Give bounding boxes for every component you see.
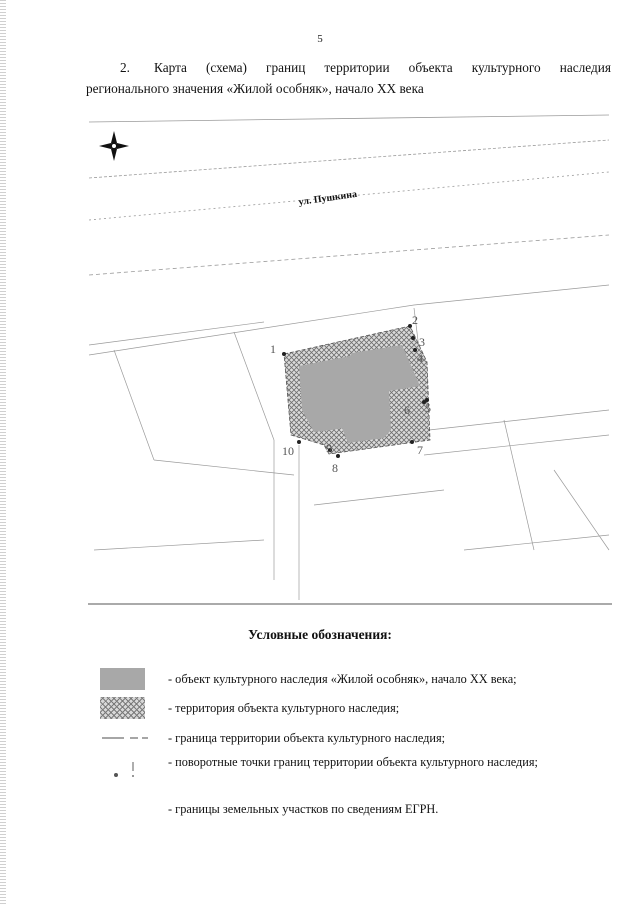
point-label-6: 6	[404, 403, 410, 417]
legend-title: Условные обозначения:	[248, 627, 392, 642]
legend-text-boundary: - граница территории объекта культурного наследия;	[168, 731, 446, 745]
legend-text-turning-points: - поворотные точки границ территории объекта культурного наследия;	[168, 755, 538, 769]
legend-item-turning-points	[100, 754, 620, 788]
legend-item-boundary	[100, 730, 620, 750]
point-label-10: 10	[282, 444, 294, 458]
boundary-map	[84, 110, 614, 610]
compass-rose-icon	[99, 131, 129, 161]
legend-text-territory: - территория объекта культурного наследия;	[168, 701, 400, 715]
point-label-2: 2	[412, 313, 418, 327]
boundary-dash-symbol	[100, 730, 150, 744]
point-label-1: 1	[270, 342, 276, 356]
turning-point-3	[411, 336, 415, 340]
point-label-4: 4	[417, 351, 423, 365]
turning-point-8	[336, 454, 340, 458]
heading-line-1	[86, 57, 611, 78]
point-label-3: 3	[419, 335, 425, 349]
turning-point-7	[410, 440, 414, 444]
page-number: 5	[317, 33, 323, 45]
street-label: ул. Пушкина	[297, 188, 358, 208]
territory-hatch-swatch	[100, 697, 145, 719]
legend-text-object: - объект культурного наследия «Жилой особняк», начало XX века;	[168, 672, 517, 686]
point-label-7: 7	[417, 443, 423, 457]
legend-text-land-plots: - границы земельных участков по сведениям ЕГРН.	[168, 802, 439, 816]
turning-point-1	[282, 352, 286, 356]
turning-point-symbol	[100, 754, 150, 784]
heading-number: 2.	[120, 60, 130, 75]
scan-edge	[0, 0, 6, 905]
heading-line-2: регионального значения «Жилой особняк», начало XX века	[86, 81, 424, 96]
legend-item-land-plots	[100, 801, 620, 821]
legend-item-object	[100, 668, 620, 692]
point-label-8: 8	[332, 461, 338, 475]
map-heading	[86, 57, 611, 99]
point-label-9: 9	[326, 441, 332, 455]
heading-line-1-text: Карта (схема) границ территории объекта культурного наследия	[154, 60, 611, 75]
turning-point-10	[297, 440, 301, 444]
legend-item-territory	[100, 697, 620, 721]
point-label-5: 5	[425, 401, 431, 415]
object-fill-swatch	[100, 668, 145, 690]
